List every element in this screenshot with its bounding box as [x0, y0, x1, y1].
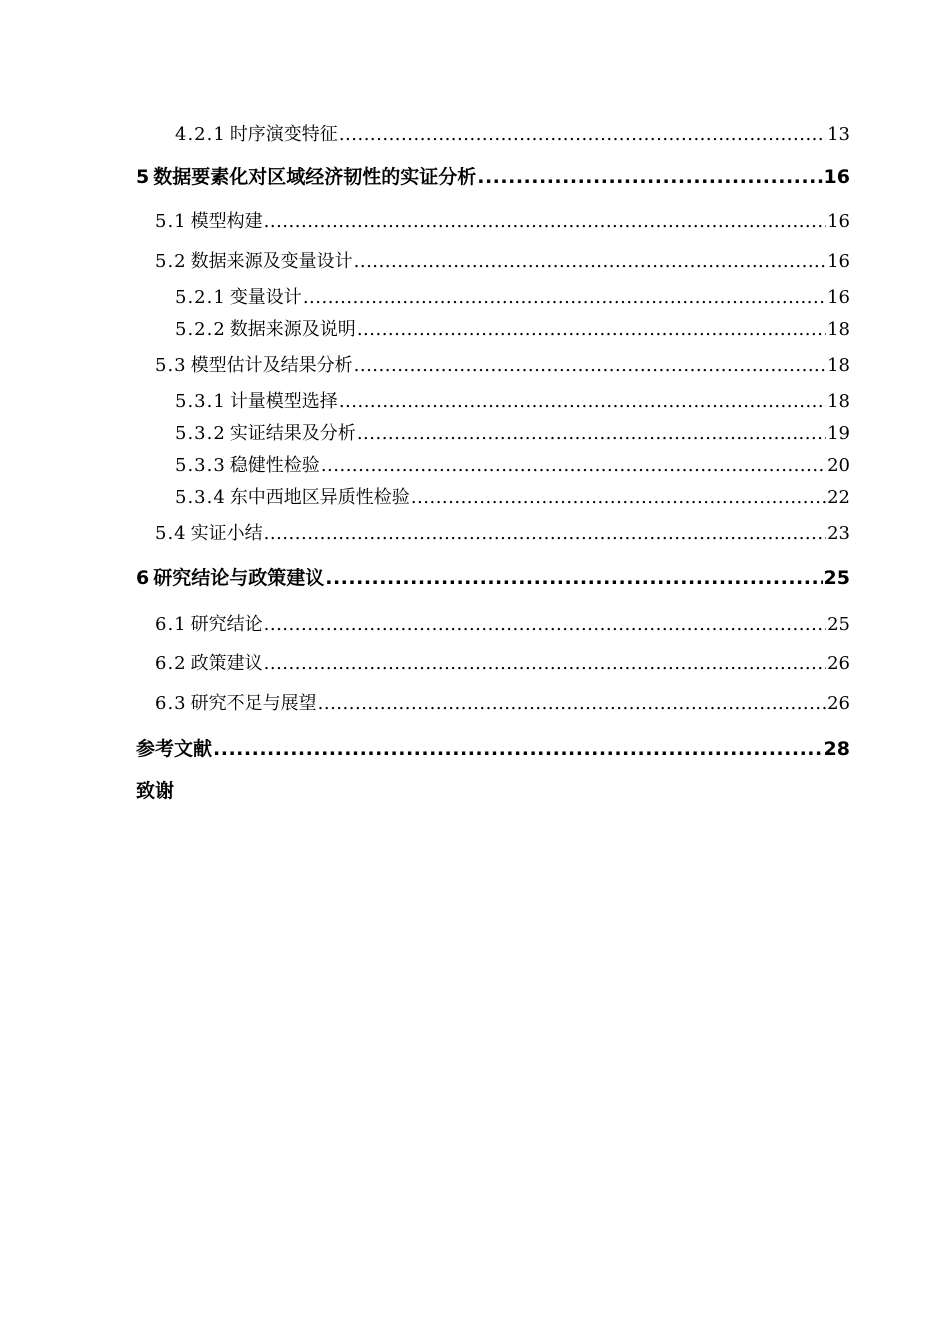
toc-entry-5-3-1[interactable]	[175, 387, 850, 413]
toc-entry-page: 25	[823, 567, 850, 589]
toc-entry-5-3[interactable]	[155, 351, 850, 377]
toc-entry-number: 5.3.3	[175, 455, 226, 476]
toc-entry-page: 25	[827, 614, 850, 635]
toc-dot-leader	[354, 251, 826, 272]
toc-entry-title: 数据来源及说明	[229, 319, 356, 340]
toc-entry-5-3-3[interactable]	[175, 451, 850, 477]
toc-entry-number: 5	[136, 166, 150, 188]
toc-entry-page: 26	[827, 653, 850, 674]
toc-entry-number: 5.4	[155, 523, 187, 544]
toc-entry-6-2[interactable]	[155, 649, 850, 675]
toc-entry-title: 数据来源及变量设计	[190, 251, 353, 272]
toc-dot-leader	[318, 693, 826, 714]
toc-entry-number: 6.3	[155, 693, 187, 714]
toc-entry-6-3[interactable]	[155, 689, 850, 715]
toc-entry-title: 研究结论与政策建议	[153, 567, 325, 589]
toc-entry-acknowledgements[interactable]	[136, 776, 850, 803]
toc-entry-title: 数据要素化对区域经济韧性的实证分析	[153, 166, 477, 188]
toc-entry-5-3-2[interactable]	[175, 419, 850, 445]
toc-entry-number: 4.2.1	[175, 124, 226, 145]
toc-dot-leader	[213, 738, 823, 760]
toc-entry-number: 5.2.1	[175, 287, 226, 308]
toc-entry-page: 16	[827, 251, 850, 272]
toc-dot-leader	[321, 455, 826, 476]
toc-dot-leader	[477, 166, 822, 188]
toc-entry-5[interactable]	[136, 162, 850, 189]
toc-entry-number: 6.1	[155, 614, 187, 635]
toc-dot-leader	[339, 124, 826, 145]
toc-entry-page: 23	[827, 523, 850, 544]
toc-dot-leader	[264, 614, 826, 635]
toc-dot-leader	[339, 391, 826, 412]
toc-entry-4-2-1[interactable]	[175, 120, 850, 146]
toc-entry-title: 计量模型选择	[229, 391, 338, 412]
toc-entry-page: 16	[823, 166, 850, 188]
toc-entry-number: 6.2	[155, 653, 187, 674]
toc-entry-number: 5.1	[155, 211, 187, 232]
toc-dot-leader	[264, 653, 826, 674]
toc-dot-leader	[325, 567, 822, 589]
toc-entry-title: 参考文献	[136, 738, 213, 760]
toc-dot-leader	[357, 319, 826, 340]
toc-entry-number: 6	[136, 567, 150, 589]
toc-entry-title: 稳健性检验	[229, 455, 320, 476]
toc-entry-number: 5.2.2	[175, 319, 226, 340]
toc-dot-leader	[264, 523, 826, 544]
toc-entry-title: 模型构建	[190, 211, 263, 232]
toc-entry-page: 18	[827, 391, 850, 412]
toc-entry-title: 实证结果及分析	[229, 423, 356, 444]
toc-entry-number: 5.3	[155, 355, 187, 376]
toc-entry-page: 26	[827, 693, 850, 714]
toc-entry-page: 16	[827, 287, 850, 308]
toc-entry-5-3-4[interactable]	[175, 483, 850, 509]
toc-entry-page: 28	[823, 738, 850, 760]
toc-entry-number: 5.3.1	[175, 391, 226, 412]
toc-entry-page: 18	[827, 319, 850, 340]
toc-entry-references[interactable]	[136, 734, 850, 761]
toc-entry-title: 实证小结	[190, 523, 263, 544]
toc-entry-page: 13	[827, 124, 850, 145]
toc-dot-leader	[354, 355, 826, 376]
toc-entry-number: 5.3.4	[175, 487, 226, 508]
toc-dot-leader	[411, 487, 826, 508]
toc-entry-5-2[interactable]	[155, 247, 850, 273]
toc-entry-5-2-2[interactable]	[175, 315, 850, 341]
toc-entry-title: 时序演变特征	[229, 124, 338, 145]
toc-dot-leader	[264, 211, 826, 232]
toc-entry-number: 5.3.2	[175, 423, 226, 444]
toc-entry-title: 致谢	[136, 780, 175, 802]
toc-entry-page: 22	[827, 487, 850, 508]
toc-entry-6[interactable]	[136, 563, 850, 590]
toc-entry-title: 研究结论	[190, 614, 263, 635]
toc-entry-6-1[interactable]	[155, 610, 850, 636]
toc-entry-title: 模型估计及结果分析	[190, 355, 353, 376]
toc-entry-title: 研究不足与展望	[190, 693, 317, 714]
toc-entry-5-1[interactable]	[155, 207, 850, 233]
toc-entry-page: 18	[827, 355, 850, 376]
toc-entry-title: 政策建议	[190, 653, 263, 674]
toc-dot-leader	[303, 287, 826, 308]
toc-dot-leader	[357, 423, 826, 444]
toc-entry-title: 变量设计	[229, 287, 302, 308]
toc-entry-page: 16	[827, 211, 850, 232]
toc-entry-5-4[interactable]	[155, 519, 850, 545]
toc-entry-page: 19	[827, 423, 850, 444]
toc-entry-title: 东中西地区异质性检验	[229, 487, 410, 508]
toc-entry-number: 5.2	[155, 251, 187, 272]
toc-entry-5-2-1[interactable]	[175, 283, 850, 309]
toc-entry-page: 20	[827, 455, 850, 476]
